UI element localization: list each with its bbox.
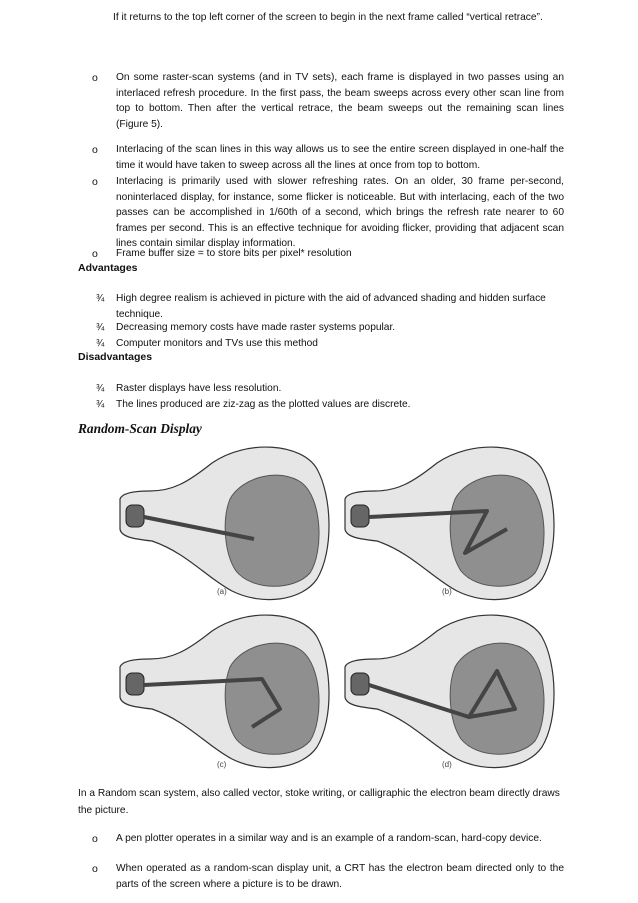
bullet-marker: o bbox=[92, 72, 98, 84]
caption-c: (c) bbox=[217, 760, 227, 769]
bullet-text: On some raster-scan systems (and in TV sets), each frame is displayed in two passes using an interlaced refresh procedure. In the first pass, the beam sweeps across every other scan line from top to bottom. Then after the vertical retrace, the beam sweeps out the remaining scan lines (Figure 5). bbox=[116, 72, 564, 130]
caption-a: (a) bbox=[217, 587, 227, 596]
caption-b: (b) bbox=[442, 587, 452, 596]
continuation-paragraph: If it returns to the top left corner of the screen to begin in the next frame called “vertical retrace”. bbox=[113, 12, 543, 23]
phosphor-screen bbox=[225, 475, 319, 586]
electron-gun bbox=[351, 673, 369, 695]
electron-gun bbox=[351, 505, 369, 527]
electron-gun bbox=[126, 505, 144, 527]
phosphor-screen bbox=[450, 643, 544, 754]
bullet-text: Interlacing is primarily used with slower refreshing rates. On an older, 30 frame per-second, noninterlaced display, for instance, some flicker is noticeable. But with interlacing, each of the two passes can be accomplished in 1/60th of a second, which brings the refresh rate nearer to 60 frames per second. This is an effective technique for avoiding flicker, providing that adjacent scan lines contain similar display information. bbox=[116, 176, 564, 250]
advantage-item: Decreasing memory costs have made raster systems popular. bbox=[116, 322, 396, 333]
caption-d: (d) bbox=[442, 760, 452, 769]
tick-marker: ¾ bbox=[96, 338, 105, 349]
bullet-marker: o bbox=[92, 833, 98, 845]
random-scan-crt-figure bbox=[112, 441, 572, 776]
section-title: Random-Scan Display bbox=[78, 421, 202, 436]
tick-marker: ¾ bbox=[96, 293, 105, 304]
tick-marker: ¾ bbox=[96, 383, 105, 394]
advantage-item: High degree realism is achieved in picture with the aid of advanced shading and hidden surface technique. bbox=[116, 293, 546, 320]
bullet-text: A pen plotter operates in a similar way and is an example of a random-scan, hard-copy device. bbox=[116, 833, 542, 844]
bullet-marker: o bbox=[92, 863, 98, 875]
tick-marker: ¾ bbox=[96, 399, 105, 410]
disadvantage-item: The lines produced are ziz-zag as the plotted values are discrete. bbox=[116, 399, 411, 410]
bullet-text: Interlacing of the scan lines in this way allows us to see the entire screen displayed in one-half the time it would have taken to sweep across all the lines at once from top to bottom. bbox=[116, 144, 564, 171]
bullet-text: When operated as a random-scan display unit, a CRT has the electron beam directed only to the parts of the screen where a picture is to be drawn. bbox=[116, 863, 564, 890]
bullet-marker: o bbox=[92, 248, 98, 260]
advantage-item: Computer monitors and TVs use this method bbox=[116, 338, 318, 349]
advantages-heading: Advantages bbox=[78, 262, 138, 274]
crt-panel-a bbox=[120, 447, 329, 600]
crt-panel-c bbox=[120, 615, 329, 769]
crt-panel-b bbox=[345, 447, 554, 600]
crt-panel-d bbox=[345, 615, 554, 769]
disadvantage-item: Raster displays have less resolution. bbox=[116, 383, 282, 394]
bullet-text: Frame buffer size = to store bits per pixel* resolution bbox=[116, 248, 352, 259]
disadvantages-heading: Disadvantages bbox=[78, 351, 153, 363]
phosphor-screen bbox=[450, 475, 544, 586]
electron-gun bbox=[126, 673, 144, 695]
bullet-marker: o bbox=[92, 176, 98, 188]
bullet-marker: o bbox=[92, 144, 98, 156]
tick-marker: ¾ bbox=[96, 322, 105, 333]
random-scan-paragraph: In a Random scan system, also called vector, stoke writing, or calligraphic the electron beam directly draws the picture. bbox=[78, 788, 560, 816]
